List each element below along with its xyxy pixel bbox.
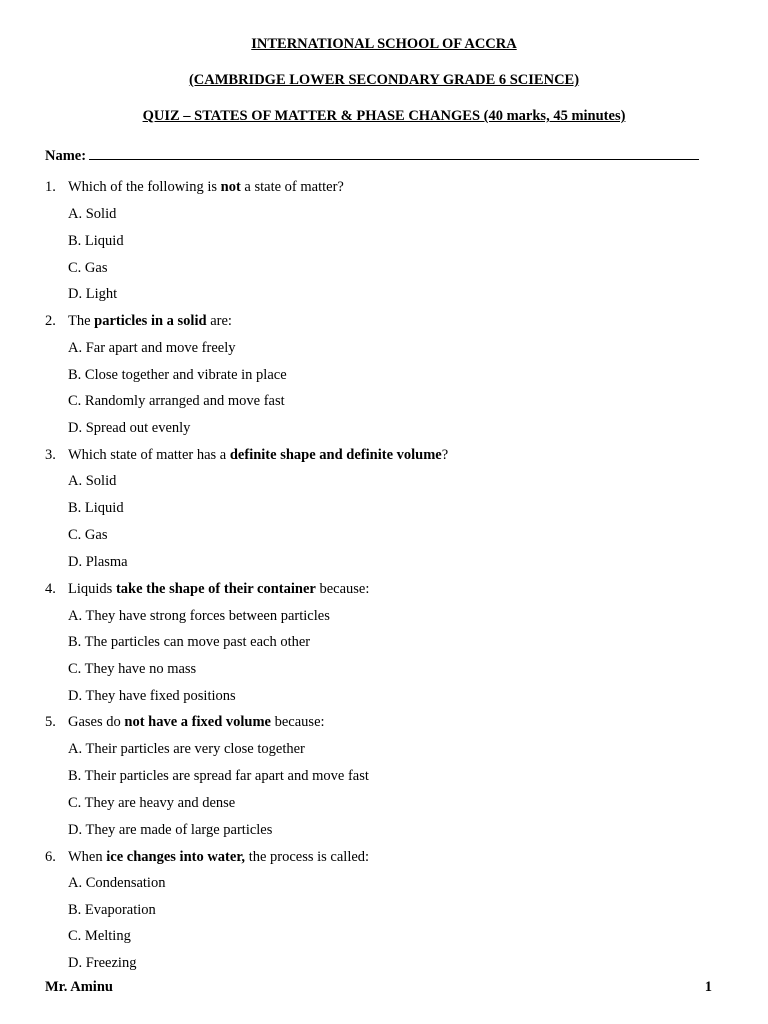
question-text-post: are: <box>206 313 232 329</box>
name-fill-line[interactable] <box>89 144 699 160</box>
question-text-post: a state of matter? <box>240 179 344 195</box>
option: A. Their particles are very close together <box>68 741 305 757</box>
question-text-bold: not have a fixed volume <box>124 714 271 730</box>
option: D. Spread out evenly <box>68 420 191 436</box>
question-1 <box>45 179 344 196</box>
question-text-bold: ice changes into water, <box>106 849 246 865</box>
question-number: 2. <box>45 313 56 329</box>
option: C. Gas <box>68 260 108 276</box>
question-text-bold: not <box>220 179 241 195</box>
question-text-pre: Gases do <box>68 714 125 730</box>
question-text-post: ? <box>441 447 449 463</box>
option: D. Plasma <box>68 554 128 570</box>
option: C. They have no mass <box>68 661 197 677</box>
question-text-pre: Which of the following is <box>68 179 221 195</box>
option: C. Gas <box>68 527 108 543</box>
question-6 <box>45 849 369 866</box>
option: B. Evaporation <box>68 902 156 918</box>
name-row <box>45 144 705 165</box>
option: B. The particles can move past each other <box>68 634 311 650</box>
question-5 <box>45 714 325 731</box>
teacher-name: Mr. Aminu <box>45 979 113 995</box>
option: A. They have strong forces between particles <box>68 608 330 624</box>
question-text-pre: Liquids <box>68 581 116 597</box>
question-2 <box>45 313 232 330</box>
option: C. Randomly arranged and move fast <box>68 393 285 409</box>
question-text-bold: take the shape of their container <box>115 581 316 597</box>
option: D. They have fixed positions <box>68 688 236 704</box>
question-4 <box>45 581 369 598</box>
option: A. Solid <box>68 473 117 489</box>
question-number: 1. <box>45 179 56 195</box>
option: D. Light <box>68 286 118 302</box>
question-text-bold: definite shape and definite volume <box>229 447 442 463</box>
question-text-post: the process is called: <box>245 849 370 865</box>
question-text-pre: The <box>68 313 95 329</box>
question-number: 4. <box>45 581 56 597</box>
option: D. Freezing <box>68 955 137 971</box>
option: B. Liquid <box>68 500 124 516</box>
question-number: 6. <box>45 849 56 865</box>
course-subtitle: (CAMBRIDGE LOWER SECONDARY GRADE 6 SCIENCE) <box>188 72 580 88</box>
option: A. Condensation <box>68 875 166 891</box>
question-number: 3. <box>45 447 56 463</box>
option: B. Close together and vibrate in place <box>68 367 287 383</box>
name-label: Name: <box>45 148 87 164</box>
question-3 <box>45 447 448 464</box>
quiz-title: QUIZ – STATES OF MATTER & PHASE CHANGES (40 marks, 45 minutes) <box>142 108 626 124</box>
school-name: INTERNATIONAL SCHOOL OF ACCRA <box>251 36 517 52</box>
option: C. They are heavy and dense <box>68 795 236 811</box>
question-text-pre: When <box>68 849 107 865</box>
option: B. Liquid <box>68 233 124 249</box>
question-text-bold: particles in a solid <box>94 313 207 329</box>
question-text-post: because: <box>315 581 370 597</box>
option: B. Their particles are spread far apart and move fast <box>68 768 369 784</box>
question-text-pre: Which state of matter has a <box>68 447 230 463</box>
option: A. Solid <box>68 206 117 222</box>
option: D. They are made of large particles <box>68 822 273 838</box>
option: A. Far apart and move freely <box>68 340 236 356</box>
question-text-post: because: <box>271 714 325 730</box>
option: C. Melting <box>68 928 131 944</box>
question-number: 5. <box>45 714 56 730</box>
page-number: 1 <box>704 979 712 995</box>
